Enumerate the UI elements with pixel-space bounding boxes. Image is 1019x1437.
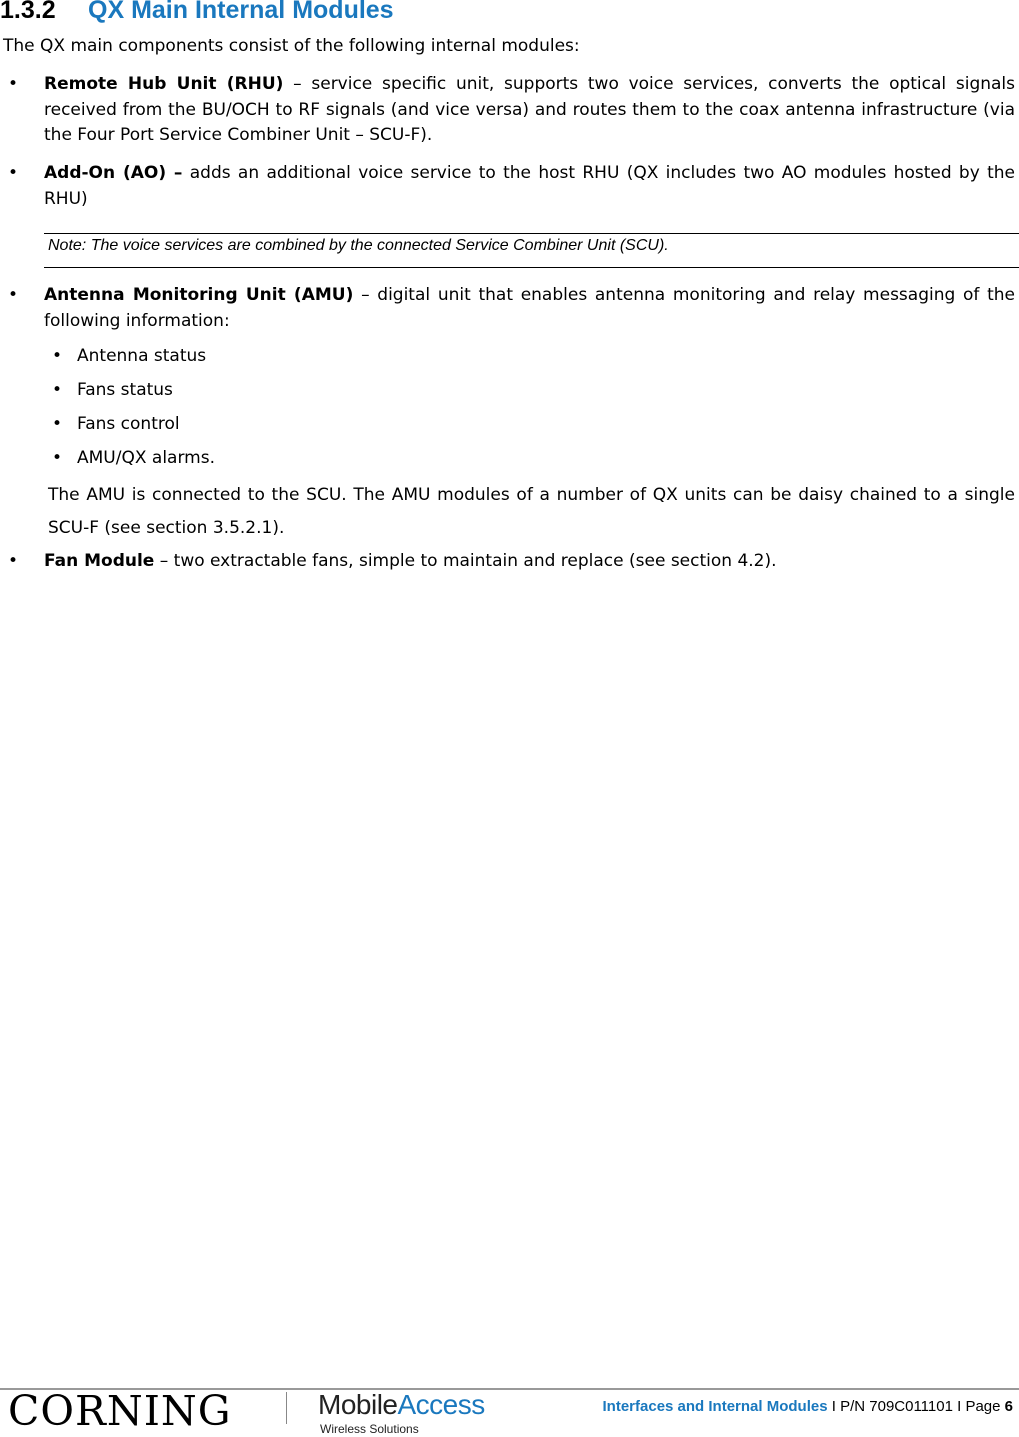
rhu-term: Remote Hub Unit (RHU) — [44, 74, 284, 94]
note-text: Note: The voice services are combined by the connected Service Combiner Unit (SCU). — [48, 237, 669, 254]
list-item-amu — [44, 283, 1015, 334]
corning-logo: CORNING — [8, 1387, 232, 1435]
brand-part-2: Access — [397, 1389, 485, 1420]
sub-list-item: AMU/QX alarms. — [77, 448, 215, 468]
intro-paragraph: The QX main components consist of the following internal modules: — [3, 36, 580, 56]
sub-list-item: Antenna status — [77, 346, 207, 366]
ao-term: Add-On (AO) – — [44, 163, 183, 183]
footer-text — [603, 1398, 1013, 1415]
fan-term: Fan Module — [44, 551, 155, 571]
bullet-icon: • — [8, 285, 19, 305]
mobileaccess-logo — [318, 1389, 485, 1436]
footer-section: Interfaces and Internal Modules — [602, 1398, 828, 1415]
amu-description: – digital unit that enables antenna monitoring and relay messaging of the following information: — [44, 285, 1015, 331]
fan-description: – two extractable fans, simple to maintain and replace (see section 4.2). — [154, 551, 777, 571]
sub-bullet-icon: • — [52, 414, 63, 434]
brand-subtitle: Wireless Solutions — [320, 1422, 419, 1436]
bullet-icon: • — [8, 163, 19, 183]
sub-list-item: Fans control — [77, 414, 180, 434]
list-item-rhu — [44, 72, 1015, 149]
amu-term: Antenna Monitoring Unit (AMU) — [44, 285, 354, 305]
page-number: 6 — [1004, 1398, 1013, 1415]
amu-paragraph: The AMU is connected to the SCU. The AMU modules of a number of QX units can be daisy chained to a single SCU-F (see section 3.5.2.1). — [48, 485, 1015, 538]
ao-description: adds an additional voice service to the host RHU (QX includes two AO modules hosted by the RHU) — [44, 163, 1016, 209]
footer-part-number: I P/N 709C011101 I Page — [827, 1398, 1005, 1415]
list-item-fan — [44, 549, 1015, 575]
rhu-description: – service specific unit, supports two voice services, converts the optical signals received from the BU/OCH to RF signals (and vice versa) and routes them to the coax antenna infrastructure (via the Four Port Service Combiner Unit – SCU-F). — [44, 74, 1016, 145]
list-item-ao — [44, 161, 1015, 212]
bullet-icon: • — [8, 74, 19, 94]
sub-list-item: Fans status — [77, 380, 173, 400]
brand-part-1: Mobile — [318, 1389, 398, 1420]
note-top-rule — [44, 233, 1019, 234]
sub-bullet-icon: • — [52, 346, 63, 366]
sub-bullet-icon: • — [52, 380, 63, 400]
bullet-icon: • — [8, 551, 19, 571]
section-heading — [0, 0, 394, 25]
note-bottom-rule — [44, 267, 1019, 268]
footer-divider — [286, 1392, 287, 1424]
section-title: QX Main Internal Modules — [88, 0, 394, 24]
section-number: 1.3.2 — [0, 0, 56, 24]
sub-bullet-icon: • — [52, 448, 63, 468]
